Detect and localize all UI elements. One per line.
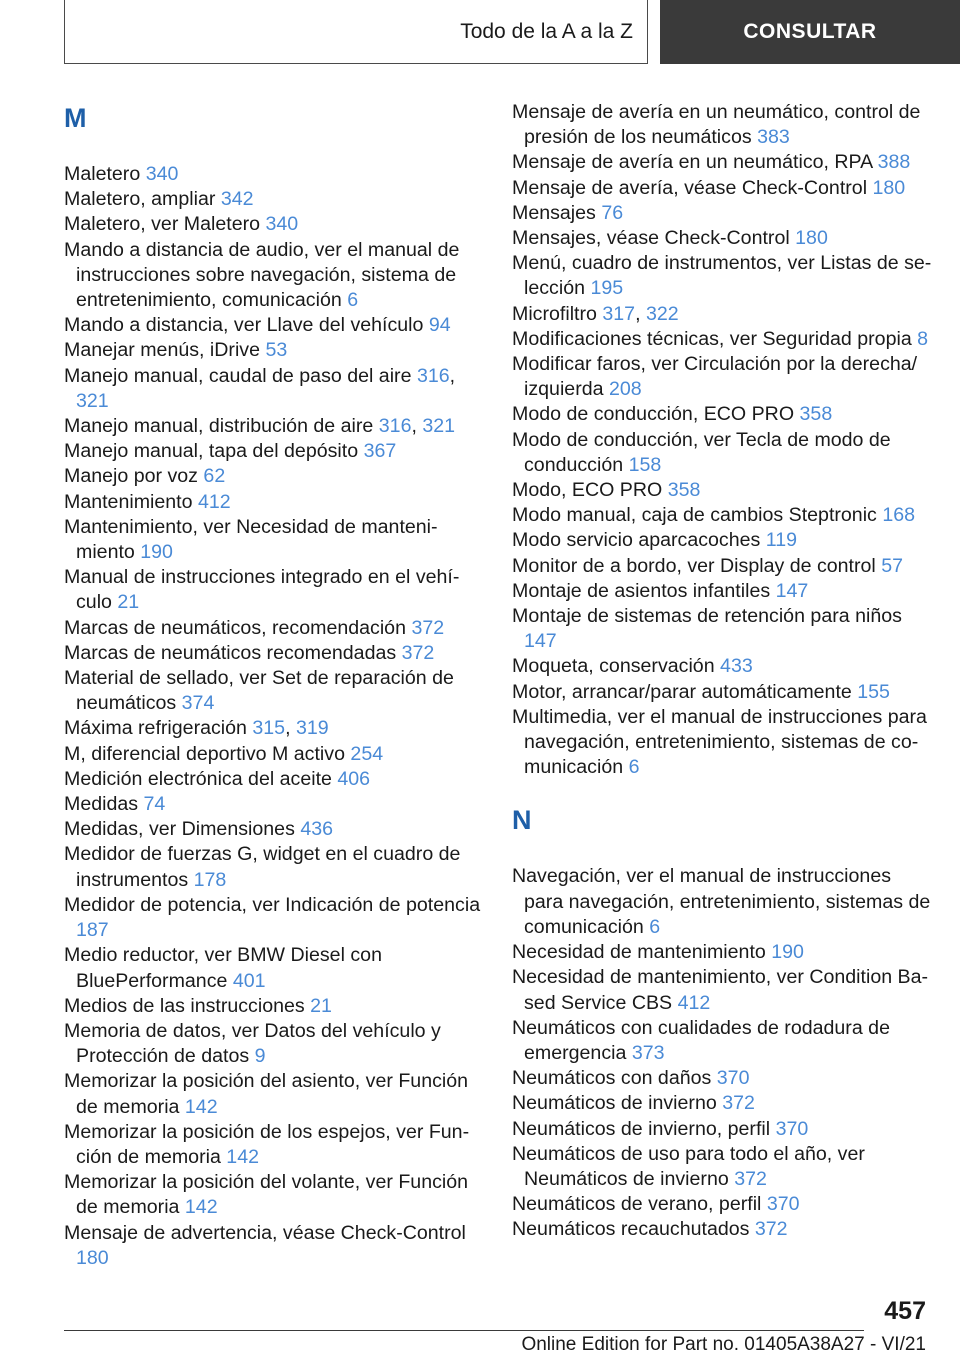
index-entry-term: Manejo manual, distribución de aire [64, 415, 374, 438]
index-entry-term: Multimedia, ver el manual de instrucciones para navegación, entretenimiento, sistemas de comunicación [512, 705, 927, 779]
index-entry [512, 201, 932, 226]
index-entry [64, 666, 482, 716]
page-link[interactable]: 8 [917, 327, 929, 350]
page-link[interactable]: 340 [265, 213, 299, 236]
page-link[interactable]: 370 [766, 1193, 800, 1216]
index-entry [512, 1117, 932, 1142]
consult-tab-label: CONSULTAR [743, 20, 877, 43]
index-column-left [64, 100, 482, 1271]
index-entry-term: Memorizar la posición de los espejos, ver Función de memoria [64, 1120, 470, 1168]
index-entry: Máxima refrigeración 315, 319 [64, 717, 329, 740]
page-link[interactable]: 340 [145, 163, 179, 185]
index-entry [512, 327, 932, 352]
index-entry [512, 528, 932, 553]
index-entry-term: Manejo por voz [64, 465, 198, 488]
index-entry [64, 994, 482, 1019]
page-link[interactable]: 94 [428, 314, 451, 337]
page-link[interactable]: 372 [754, 1218, 788, 1241]
page-link[interactable]: 178 [193, 868, 227, 891]
index-entry-term: Motor, arrancar/parar automáticamente [512, 680, 852, 703]
index-entry-term: Necesidad de mantenimiento [512, 941, 766, 964]
page-link[interactable]: 342 [220, 188, 254, 211]
index-entry [64, 1221, 482, 1271]
index-entry [512, 1192, 932, 1217]
page-link[interactable]: 180 [872, 176, 906, 199]
page-link[interactable]: 315 [252, 717, 286, 740]
page-link[interactable]: 374 [181, 692, 215, 715]
index-entry [64, 742, 482, 767]
index-entry-term: Marcas de neumáticos recomendadas [64, 641, 397, 664]
index-entry [512, 705, 932, 781]
page-link[interactable]: 62 [203, 465, 226, 488]
index-entry-term: Mensaje de avería, véase Check-Control [512, 176, 868, 199]
index-entry-term: Mensaje de advertencia, véase Check-Control [64, 1221, 466, 1244]
page-link[interactable]: 168 [882, 504, 916, 527]
index-entry [64, 616, 482, 641]
index-entry-term: Medidas, ver Dimensiones [64, 818, 295, 841]
index-entry [64, 515, 482, 565]
page-link[interactable]: 372 [401, 641, 435, 664]
page-link[interactable]: 433 [720, 655, 753, 678]
index-entry-term: Neumáticos de verano, perfil [512, 1193, 762, 1216]
index-entry [64, 943, 482, 993]
index-entry-term: Neumáticos de uso para todo el año, ver Neumáticos de invierno [512, 1142, 865, 1190]
index-entry [64, 187, 482, 212]
page-link[interactable]: 195 [590, 277, 624, 300]
index-entry-term: Maletero [64, 163, 141, 185]
page-link[interactable]: 6 [347, 289, 359, 312]
index-entry-term: Manejo manual, caudal de paso del aire [64, 364, 412, 387]
index-entry [512, 604, 932, 654]
index-entry-term: Menú, cuadro de instrumentos, ver Listas de selección [512, 252, 932, 300]
consult-tab[interactable] [660, 0, 960, 64]
page-link[interactable]: 317 [602, 302, 636, 325]
page-link[interactable]: 6 [649, 915, 661, 938]
page-link[interactable]: 76 [601, 201, 624, 224]
page-link[interactable]: 373 [631, 1041, 665, 1064]
index-entry-term: Manejar menús, iDrive [64, 339, 261, 362]
page-link[interactable]: 358 [799, 403, 833, 426]
page-link[interactable]: 57 [881, 554, 904, 577]
index-entry-term: Modificaciones técnicas, ver Seguridad propia [512, 327, 912, 350]
index-entry [64, 1019, 482, 1069]
index-entry-term: Manejo manual, tapa del depósito [64, 440, 359, 463]
index-column-right [512, 100, 932, 1243]
index-entry-term: Medios de las instrucciones [64, 994, 305, 1017]
page-link[interactable]: 370 [775, 1117, 809, 1140]
index-entry [512, 176, 932, 201]
index-entry-term: Neumáticos con daños [512, 1067, 712, 1090]
section-tab-label: Todo de la A a la Z [460, 19, 633, 43]
page-link[interactable]: 319 [295, 717, 329, 740]
index-entries-m [64, 162, 482, 1271]
index-entry [512, 150, 932, 175]
index-entry [64, 641, 482, 666]
footer-divider [64, 1330, 864, 1331]
page-link[interactable]: 316 [416, 364, 450, 387]
index-entry [512, 402, 932, 427]
index-entry-term: Mando a distancia, ver Llave del vehículo [64, 314, 424, 337]
index-entry-term: Máxima refrigeración [64, 717, 247, 740]
page-link[interactable]: 401 [232, 969, 266, 992]
index-entry-term: Mantenimiento, ver Necesidad de mantenimiento [64, 515, 438, 564]
index-entry [512, 940, 932, 965]
page-link[interactable]: 316 [378, 415, 412, 438]
page-link[interactable]: 21 [310, 994, 332, 1017]
page-link[interactable]: 119 [765, 529, 798, 552]
index-entry-term: Necesidad de mantenimiento, ver Condition Based Service CBS [512, 966, 929, 1014]
index-entry [512, 251, 932, 301]
page-link[interactable]: 6 [628, 756, 640, 779]
index-entry-term: Medio reductor, ver BMW Diesel con BluePerformance [64, 944, 382, 992]
index-entry [64, 842, 482, 892]
index-entry-term: Memoria de datos, ver Datos del vehículo y Protección de datos [64, 1019, 441, 1068]
index-entry-term: Maletero, ampliar [64, 188, 216, 211]
page-link[interactable]: 9 [254, 1045, 266, 1068]
index-entry-term: Monitor de a bordo, ver Display de control [512, 554, 876, 577]
index-entry-term: Mensaje de avería en un neumático, RPA [512, 151, 873, 174]
index-entry-term: Modo de conducción, ver Tecla de modo de conducción [512, 428, 891, 476]
index-entry [512, 965, 932, 1015]
page-link[interactable]: 190 [771, 941, 804, 964]
index-entry [512, 503, 932, 528]
index-entry [512, 579, 932, 604]
page-link[interactable]: 190 [140, 541, 173, 564]
index-entry [512, 1016, 932, 1066]
index-entry-term: Mensajes [512, 201, 596, 224]
page-link[interactable]: 412 [677, 991, 711, 1014]
page-link[interactable]: 406 [337, 767, 371, 790]
index-entry-term: Microfiltro [512, 302, 597, 325]
index-entries-m-continued [512, 100, 932, 780]
index-entry [64, 439, 482, 464]
index-entry-term: Medidor de potencia, ver Indicación de potencia [64, 893, 481, 916]
index-entry-term: Memorizar la posición del volante, ver Función de memoria [64, 1171, 469, 1219]
page-link[interactable]: 372 [722, 1092, 755, 1115]
page-link[interactable]: 142 [184, 1196, 218, 1219]
index-entry [512, 554, 932, 579]
page-link[interactable]: 208 [608, 378, 642, 401]
index-entry-term: Mensajes, véase Check-Control [512, 227, 790, 250]
page-link[interactable]: 358 [667, 479, 701, 502]
page-link[interactable]: 74 [143, 793, 166, 816]
index-entry-term: Neumáticos de invierno, perfil [512, 1117, 771, 1140]
index-entry-term: Manual de instrucciones integrado en el vehículo [64, 566, 460, 614]
index-entry-term: Montaje de sistemas de retención para niños [512, 605, 902, 628]
index-entry [512, 352, 932, 402]
index-entry [512, 428, 932, 478]
index-entry-term: Mando a distancia de audio, ver el manual de instrucciones sobre navegación, sistema de entretenimiento, comunicación [64, 238, 460, 312]
page-link[interactable]: 388 [877, 151, 911, 174]
index-entry [64, 1069, 482, 1119]
page-link[interactable]: 372 [734, 1167, 767, 1190]
page-link[interactable]: 155 [857, 680, 890, 703]
index-entry [512, 478, 932, 503]
page-link[interactable]: 142 [226, 1145, 259, 1168]
index-entry [512, 680, 932, 705]
page-link[interactable]: 180 [795, 227, 828, 250]
page-link[interactable]: 412 [197, 490, 231, 513]
page-link[interactable]: 367 [363, 440, 397, 463]
index-entry [64, 162, 482, 187]
page-link[interactable]: 383 [757, 126, 790, 149]
index-entry [64, 238, 482, 314]
page-link[interactable]: 147 [775, 579, 809, 602]
index-entry-term: Marcas de neumáticos, recomendación [64, 616, 406, 639]
index-entry: Manejo manual, caudal de paso del aire 316, 321 [64, 364, 456, 412]
index-entry [512, 1217, 932, 1242]
index-entry-term: Medidas [64, 793, 139, 816]
page-number: 457 [884, 1297, 926, 1325]
page-link[interactable]: 322 [645, 302, 679, 325]
edition-text: Online Edition for Part no. 01405A38A27 - VI/21 [521, 1334, 926, 1355]
page-link[interactable]: 254 [350, 742, 384, 765]
index-entry: Manejo manual, distribución de aire 316, 321 [64, 415, 456, 438]
index-entry [512, 226, 932, 251]
index-entry-term: Neumáticos con cualidades de rodadura de emergencia [512, 1016, 890, 1064]
index-entry-term: Maletero, ver Maletero [64, 213, 261, 236]
section-tab[interactable] [64, 0, 648, 64]
index-entry [64, 338, 482, 363]
page-link[interactable]: 372 [411, 616, 445, 639]
page-link[interactable]: 370 [716, 1067, 750, 1090]
index-entry-term: Medición electrónica del aceite [64, 767, 332, 790]
index-entry [64, 313, 482, 338]
index-entry [64, 893, 482, 943]
page-link[interactable]: 21 [117, 591, 140, 614]
index-entry-term: Neumáticos de invierno [512, 1092, 717, 1115]
index-entry [64, 490, 482, 515]
index-entry-term: Montaje de asientos infantiles [512, 579, 771, 602]
page-link[interactable]: 158 [628, 453, 662, 476]
page-link[interactable]: 321 [76, 389, 109, 412]
index-entry [64, 464, 482, 489]
index-entry [64, 817, 482, 842]
index-entry-term: Memorizar la posición del asiento, ver Función de memoria [64, 1070, 469, 1118]
index-letter-n: N [512, 805, 532, 836]
index-entry-term: Navegación, ver el manual de instrucciones para navegación, entretenimiento, sistemas de comunicación [512, 865, 931, 938]
index-entry [64, 212, 482, 237]
index-entry [512, 654, 932, 679]
page-link[interactable]: 53 [265, 339, 288, 362]
page-link[interactable]: 321 [422, 415, 456, 438]
index-entry [64, 792, 482, 817]
index-entry-term: Mensaje de avería en un neumático, control de presión de los neumáticos [512, 101, 921, 149]
index-entry [512, 864, 932, 940]
index-entry [64, 565, 482, 615]
index-entry-term: M, diferencial deportivo M activo [64, 742, 345, 765]
index-entry-term: Material de sellado, ver Set de reparación de neumáticos [64, 667, 454, 715]
index-entry-term: Medidor de fuerzas G, widget en el cuadro de instrumentos [64, 843, 461, 891]
index-entry-term: Modo manual, caja de cambios Steptronic [512, 504, 877, 527]
index-entry [64, 1120, 482, 1170]
index-entry-term: Moqueta, conservación [512, 655, 715, 678]
page-link[interactable]: 142 [184, 1095, 218, 1118]
index-entry-term: Modo de conducción, ECO PRO [512, 403, 795, 426]
page-link[interactable]: 187 [76, 919, 109, 942]
index-entry-term: Neumáticos recauchutados [512, 1218, 750, 1241]
index-entry [64, 767, 482, 792]
page-header [64, 0, 960, 66]
index-entry [64, 1170, 482, 1220]
index-entry-term: Mantenimiento [64, 490, 193, 513]
index-entry-term: Modificar faros, ver Circulación por la derecha/ izquierda [512, 353, 918, 401]
index-entry-term: Modo servicio aparcacoches [512, 529, 761, 552]
page-link[interactable]: 436 [300, 818, 334, 841]
index-letter-m: M [64, 103, 87, 133]
page-link[interactable]: 147 [524, 630, 557, 653]
index-entry [512, 1142, 932, 1192]
index-entry-term: Modo, ECO PRO [512, 479, 663, 502]
index-entry: Microfiltro 317, 322 [512, 302, 679, 325]
index-entries-n [512, 864, 932, 1242]
index-entry [512, 100, 932, 150]
page-link[interactable]: 180 [76, 1246, 109, 1269]
index-entry [512, 1091, 932, 1116]
index-entry [512, 1066, 932, 1091]
